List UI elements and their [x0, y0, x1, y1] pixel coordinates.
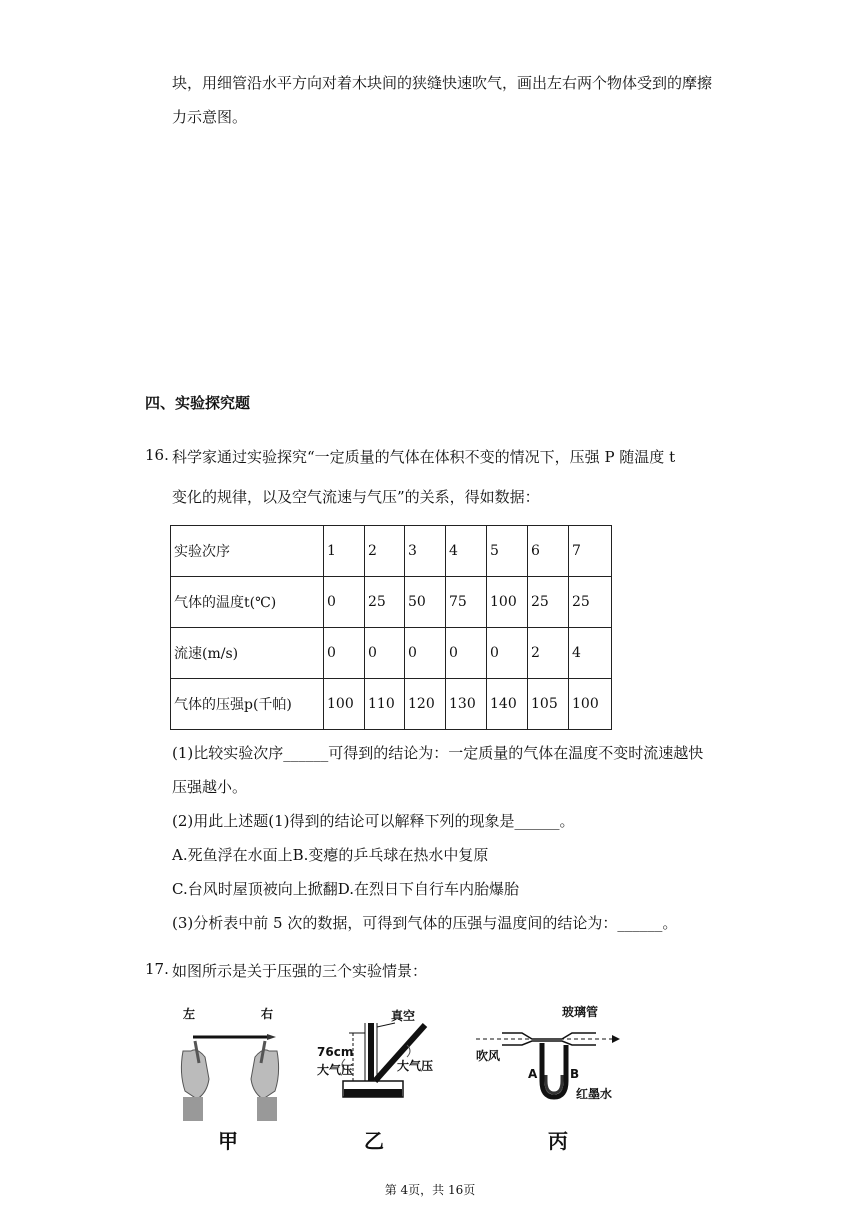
- table-cell: 0: [324, 577, 365, 628]
- table-cell: 0: [446, 628, 487, 679]
- label-atm-right: 大气压: [397, 1059, 434, 1073]
- table-cell: 2: [365, 526, 405, 577]
- table-cell: 0: [324, 628, 365, 679]
- table-cell: 120: [405, 679, 446, 730]
- section-title: 四、实验探究题: [145, 394, 251, 412]
- table-cell: 50: [405, 577, 446, 628]
- table-cell: 4: [569, 628, 612, 679]
- table-row: [171, 526, 612, 577]
- label-blow: 吹风: [476, 1049, 501, 1063]
- figure-jia: [175, 1007, 285, 1125]
- table-cell: 100: [487, 577, 528, 628]
- table-cell: 25: [365, 577, 405, 628]
- table-cell: 7: [569, 526, 612, 577]
- table-cell: 25: [528, 577, 569, 628]
- label-right: 右: [261, 1007, 274, 1021]
- table-row: [171, 679, 612, 730]
- figure-bing: [472, 1005, 642, 1125]
- label-red-ink: 红墨水: [576, 1087, 613, 1101]
- table-cell: 3: [405, 526, 446, 577]
- table-cell: 130: [446, 679, 487, 730]
- table-cell: 6: [528, 526, 569, 577]
- table-cell: 2: [528, 628, 569, 679]
- q16-sub3: (3)分析表中前 5 次的数据，可得到气体的压强与温度间的结论为：______。: [172, 914, 678, 932]
- label-atm-left: 大气压: [317, 1063, 354, 1077]
- table-cell: 5: [487, 526, 528, 577]
- q16-options-ab: A.死鱼浮在水面上B.变瘪的乒乓球在热水中复原: [172, 846, 489, 864]
- table-cell: 1: [324, 526, 365, 577]
- label-left: 左: [183, 1007, 196, 1021]
- table-cell: 100: [324, 679, 365, 730]
- table-cell: 0: [405, 628, 446, 679]
- table-row: [171, 628, 612, 679]
- label-vacuum: 真空: [391, 1009, 416, 1023]
- table-cell: 140: [487, 679, 528, 730]
- hands-pencil-illustration: [175, 1015, 285, 1125]
- table-cell: 0: [487, 628, 528, 679]
- page-footer: 第 4页，共 16页: [384, 1183, 476, 1197]
- caption-yi: 乙: [364, 1129, 384, 1153]
- table-cell: 75: [446, 577, 487, 628]
- table-cell: 0: [365, 628, 405, 679]
- label-b: B: [570, 1067, 580, 1081]
- table-cell: 气体的压强p(千帕): [171, 679, 324, 730]
- table-cell: 流速(m/s): [171, 628, 324, 679]
- q16-sub2: (2)用此上述题(1)得到的结论可以解释下列的现象是______。: [172, 812, 575, 830]
- q16-options-cd: C.台风时屋顶被向上掀翻D.在烈日下自行车内胎爆胎: [172, 880, 519, 898]
- venturi-tube: [472, 1015, 642, 1125]
- q16-sub1-line-2: 压强越小。: [172, 778, 248, 796]
- caption-jia: 甲: [218, 1129, 238, 1153]
- table-cell: 110: [365, 679, 405, 730]
- table-cell: 100: [569, 679, 612, 730]
- label-glass-tube: 玻璃管: [562, 1005, 599, 1019]
- table-cell: 25: [569, 577, 612, 628]
- q16-line-1: 科学家通过实验探究“一定质量的气体在体积不变的情况下，压强 P 随温度 t: [172, 448, 676, 466]
- intro-line-2: 力示意图。: [172, 108, 248, 126]
- q16-number: 16.: [145, 446, 169, 464]
- table-cell: 气体的温度t(℃): [171, 577, 324, 628]
- label-76cm: 76cm: [317, 1045, 354, 1059]
- q17-text: 如图所示是关于压强的三个实验情景：: [172, 962, 428, 980]
- q16-line-2: 变化的规律，以及空气流速与气压”的关系，得如数据：: [172, 488, 540, 506]
- q17-number: 17.: [145, 960, 169, 978]
- label-a: A: [528, 1067, 538, 1081]
- table-cell: 实验次序: [171, 526, 324, 577]
- caption-bing: 丙: [548, 1129, 568, 1153]
- table-cell: 4: [446, 526, 487, 577]
- figure-yi: [305, 1009, 455, 1125]
- q16-sub1-line-1: (1)比较实验次序______可得到的结论为：一定质量的气体在温度不变时流速越快: [172, 744, 704, 762]
- table-row: [171, 577, 612, 628]
- data-table: [170, 525, 612, 730]
- table-cell: 105: [528, 679, 569, 730]
- intro-line-1: 块，用细管沿水平方向对着木块间的狭缝快速吹气，画出左右两个物体受到的摩擦: [172, 74, 713, 92]
